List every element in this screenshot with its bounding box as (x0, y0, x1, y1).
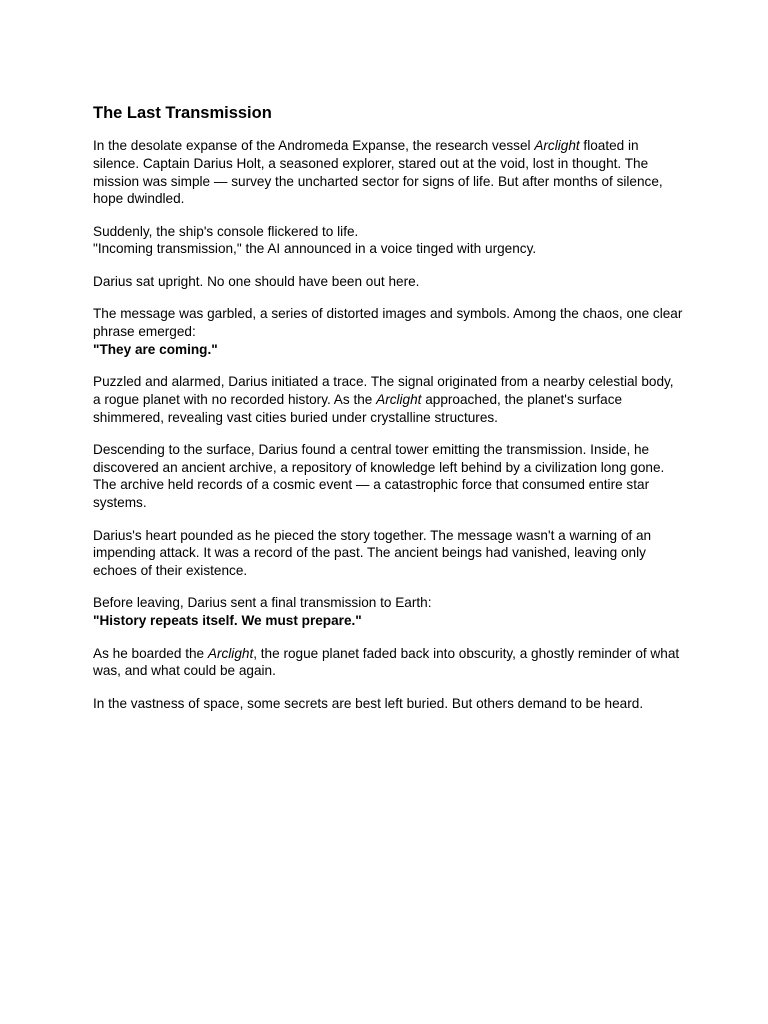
p5-text-a: Puzzled and alarmed, Darius initiated a trace. The signal originated from a nearby celestial body, a rogue planet with no recorded history. As the (93, 373, 674, 407)
ship-name: Arclight (376, 391, 422, 407)
p9-text-a: As he boarded the (93, 645, 208, 661)
paragraph-10: In the vastness of space, some secrets are best left buried. But others demand to be heard. (93, 695, 644, 711)
paragraph-9 (93, 645, 683, 681)
paragraph-6: Descending to the surface, Darius found a central tower emitting the transmission. Inside, he discovered an ancient archive, a repository of knowledge left behind by a civilization long gone. The archive held records of a cosmic event — a catastrophic force that consumed entire star systems. (93, 441, 665, 511)
p4-text: The message was garbled, a series of distorted images and symbols. Among the chaos, one clear phrase emerged: (93, 306, 683, 339)
paragraph-4 (93, 305, 683, 358)
p8-quote: "History repeats itself. We must prepare." (93, 613, 362, 629)
p1-text-a: In the desolate expanse of the Andromeda Expanse, the research vessel (93, 138, 535, 153)
paragraph-3: Darius sat upright. No one should have been out here. (93, 273, 420, 289)
document-page (93, 103, 683, 727)
paragraph-1 (93, 137, 683, 208)
paragraph-5 (93, 373, 683, 426)
p1-text-b: floated in silence. Captain Darius Holt, a seasoned explorer, stared out at the void, lost in thought. The mission was simple — survey the uncharted sector for signs of life. But after months of silence, hope dwindled. (93, 138, 663, 207)
ship-name: Arclight (534, 138, 580, 153)
story-title: The Last Transmission (93, 104, 272, 122)
ship-name: Arclight (207, 645, 254, 661)
p8-text: Before leaving, Darius sent a final transmission to Earth: (93, 595, 432, 611)
paragraph-7: Darius's heart pounded as he pieced the story together. The message wasn't a warning of an impending attack. It was a record of the past. The ancient beings had vanished, leaving only echoes of their existence. (93, 527, 652, 579)
paragraph-8 (93, 594, 683, 630)
p4-quote: "They are coming." (93, 341, 218, 357)
p2-line-2: "Incoming transmission," the AI announced in a voice tinged with urgency. (93, 241, 537, 257)
p5-text-b: approached, the planet's surface shimmered, revealing vast cities buried under crystalline structures. (93, 391, 623, 425)
p2-line-1: Suddenly, the ship's console flickered to life. (93, 223, 359, 239)
p9-text-b: , the rogue planet faded back into obscurity, a ghostly reminder of what was, and what could be again. (93, 645, 680, 679)
paragraph-2 (93, 223, 683, 259)
